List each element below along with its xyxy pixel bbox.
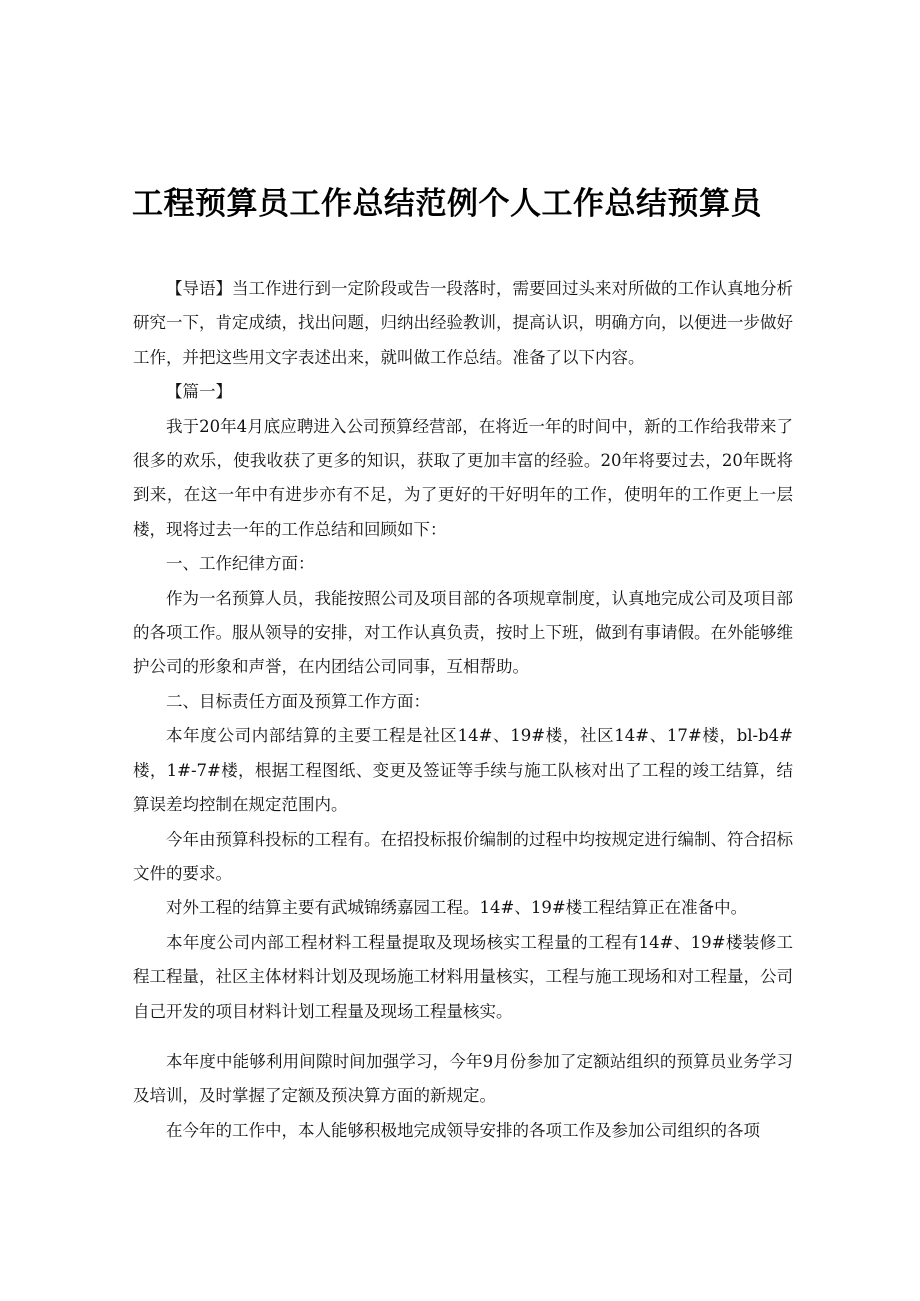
paragraph: 本年度公司内部结算的主要工程是社区14#、19#楼，社区14#、17#楼，bl-b4#楼，1#-7#楼，根据工程图纸、变更及签证等手续与施工队核对出了工程的竣工结算，结算误差均控制在规定范围内。 [133,726,793,815]
document-body [133,272,793,1148]
paragraph: 对外工程的结算主要有武城锦绣嘉园工程。14#、19#楼工程结算正在准备中。 [166,898,748,918]
paragraph: 本年度中能够利用间隙时间加强学习，今年9月份参加了定额站组织的预算员业务学习及培训，及时掌握了定额及预决算方面的新规定。 [133,1051,793,1106]
paragraph-intro: 【导语】当工作进行到一定阶段或告一段落时，需要回过头来对所做的工作认真地分析研究一下，肯定成绩，找出问题，归纳出经验教训，提高认识，明确方向，以便进一步做好工作，并把这些用文字表述出来，就叫做工作总结。准备了以下内容。 [133,279,793,367]
document-title: 工程预算员工作总结范例个人工作总结预算员 [132,186,762,222]
paragraph: 在今年的工作中，本人能够积极地完成领导安排的各项工作及参加公司组织的各项 [166,1120,760,1140]
paragraph-heading: 二、目标责任方面及预算工作方面： [166,691,430,711]
paragraph-section-label: 【篇一】 [166,382,232,402]
paragraph: 今年由预算科投标的工程有。在招投标报价编制的过程中均按规定进行编制、符合招标文件的要求。 [133,829,793,883]
paragraph-heading: 一、工作纪律方面： [166,554,315,574]
paragraph: 作为一名预算人员，我能按照公司及项目部的各项规章制度，认真地完成公司及项目部的各项工作。服从领导的安排，对工作认真负责，按时上下班，做到有事请假。在外能够维护公司的形象和声誉，在内团结公司同事，互相帮助。 [133,588,793,677]
paragraph: 本年度公司内部工程材料工程量提取及现场核实工程量的工程有14#、19#楼装修工程工程量，社区主体材料计划及现场施工材料用量核实，工程与施工现场和对工程量，公司自己开发的项目材料计划工程量及现场工程量核实。 [133,932,793,1021]
paragraph: 我于20年4月底应聘进入公司预算经营部，在将近一年的时间中，新的工作给我带来了很多的欢乐，使我收获了更多的知识，获取了更加丰富的经验。20年将要过去，20年既将到来，在这一年中有进步亦有不足，为了更好的干好明年的工作，使明年的工作更上一层楼，现将过去一年的工作总结和回顾如下： [133,416,793,539]
